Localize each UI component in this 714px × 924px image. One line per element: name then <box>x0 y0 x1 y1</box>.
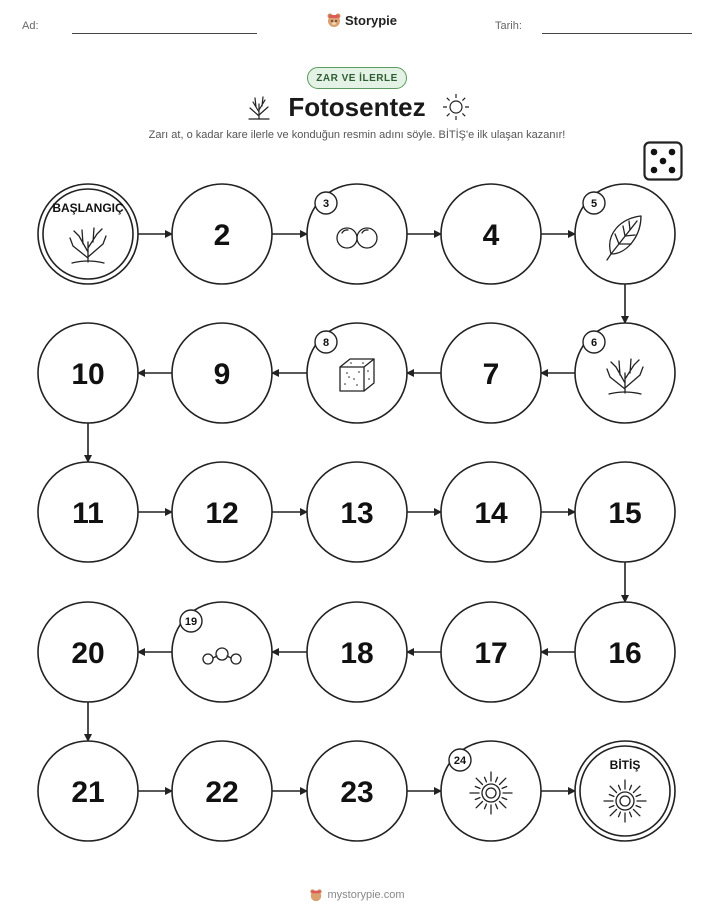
cell-number: 4 <box>482 219 500 252</box>
cell-number: 12 <box>205 497 239 530</box>
board-cell-17[interactable] <box>441 602 541 702</box>
cell-number-badge: 6 <box>590 337 598 349</box>
board-cell-6[interactable] <box>575 323 675 423</box>
board-cell-19[interactable] <box>172 602 272 702</box>
board-cell-16[interactable] <box>575 602 675 702</box>
board-cell-14[interactable] <box>441 462 541 562</box>
board-cell-12[interactable] <box>172 462 272 562</box>
cell-number: 23 <box>340 776 374 809</box>
instructions: Zarı at, o kadar kare ilerle ve konduğun resmin adını söyle. BİTİŞ'e ilk ulaşan kazanır! <box>148 129 566 141</box>
cell-number: 9 <box>213 358 231 391</box>
cell-number-badge: 3 <box>322 198 330 210</box>
cell-number-badge: 8 <box>322 337 330 349</box>
cell-number-badge: 5 <box>590 198 598 210</box>
board-cell-25[interactable] <box>575 741 675 841</box>
cell-number: 11 <box>72 497 104 530</box>
cell-number: 2 <box>213 219 231 252</box>
board-cell-4[interactable] <box>441 184 541 284</box>
page-title: Fotosentez <box>288 92 426 122</box>
board-cell-24[interactable] <box>441 741 541 841</box>
cell-number: 22 <box>205 776 239 809</box>
date-label: Tarih: <box>495 20 522 32</box>
cell-number: 18 <box>340 637 374 670</box>
board-cell-1[interactable] <box>38 184 138 284</box>
board-cell-5[interactable] <box>575 184 675 284</box>
board-cell-20[interactable] <box>38 602 138 702</box>
board-cell-11[interactable] <box>38 462 138 562</box>
board-cell-18[interactable] <box>307 602 407 702</box>
cell-number: 21 <box>71 776 105 809</box>
game-type-badge: ZAR VE İLERLE <box>307 67 407 89</box>
cell-number: 16 <box>608 637 642 670</box>
finish-label: BİTİŞ <box>609 758 641 772</box>
board-cell-13[interactable] <box>307 462 407 562</box>
board-cell-7[interactable] <box>441 323 541 423</box>
footer-url[interactable]: mystorypie.com <box>327 889 405 901</box>
board-cell-21[interactable] <box>38 741 138 841</box>
board-cell-22[interactable] <box>172 741 272 841</box>
board-cell-10[interactable] <box>38 323 138 423</box>
board-cell-8[interactable] <box>307 323 407 423</box>
start-label: BAŞLANGIÇ <box>52 201 124 215</box>
board-cell-3[interactable] <box>307 184 407 284</box>
cell-number: 10 <box>71 358 105 391</box>
cell-number: 15 <box>608 497 642 530</box>
footer <box>0 888 714 902</box>
brand-name: Storypie <box>345 12 398 28</box>
cell-number: 13 <box>340 497 374 530</box>
name-label: Ad: <box>22 20 39 32</box>
board-cell-23[interactable] <box>307 741 407 841</box>
cell-number: 20 <box>71 637 105 670</box>
board-cell-2[interactable] <box>172 184 272 284</box>
cell-number-badge: 24 <box>453 755 467 767</box>
board-cell-15[interactable] <box>575 462 675 562</box>
cell-number: 17 <box>474 637 508 670</box>
cell-number-badge: 19 <box>184 616 198 628</box>
board-cell-9[interactable] <box>172 323 272 423</box>
cell-number: 7 <box>482 358 500 391</box>
cell-number: 14 <box>474 497 508 530</box>
bear-mascot-icon <box>309 888 323 902</box>
